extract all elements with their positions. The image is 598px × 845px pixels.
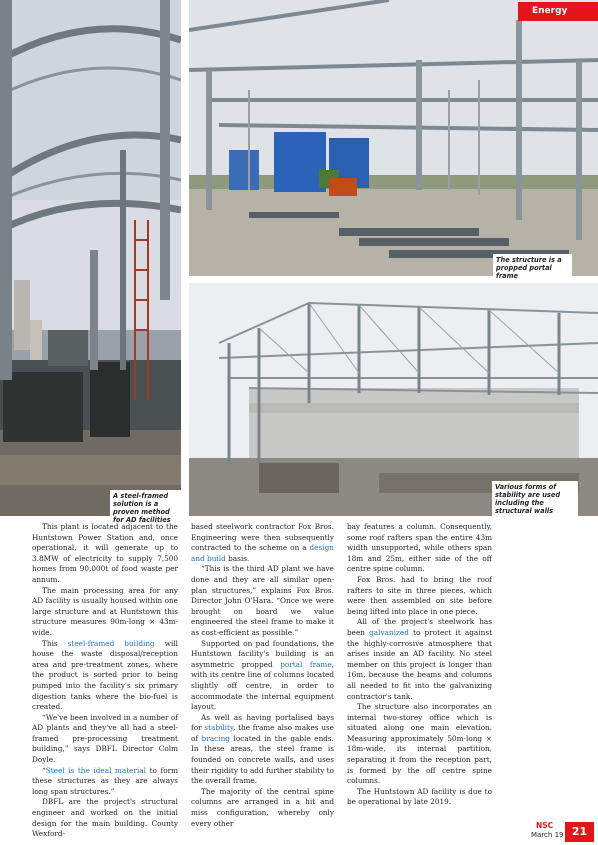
paragraph: “Steel is the ideal material to form these structures as they are always long span structures.” [32,765,178,796]
photo-steel-frame-rafters [0,0,181,516]
paragraph: This plant is located adjacent to the Huntstown Power Station and, once operational, it will generate up to 3.8MW of electricity to supply 7,500 homes from 90,000t of food waste per annum. [32,522,178,584]
paragraph: based steelwork contractor Fox Bros. Engineering were then subsequently contracted to the scheme on a design and build basis. [191,522,334,563]
design-and-build-link[interactable]: design and build [191,543,334,563]
bracing-link[interactable]: bracing [201,733,230,743]
paragraph: bay features a column. Consequently, some roof rafters span the entire 43m width unsupported, while others span 18m and 25m, either side of the off centre spine column. [347,522,492,574]
steel-ideal-material-link[interactable]: Steel is the ideal material [45,765,147,775]
paragraph: “We've been involved in a number of AD plants and they've all had a steel-framed pre-processing treatment building,” says DBFL Director Colm Doyle. [32,712,178,765]
caption-bottom: Various forms of stability are used including the structural walls [492,481,578,517]
paragraph: Fox Bros. had to bring the roof rafters to site in three pieces, which were then assembled on site before being lifted into place in one piece. [347,574,492,616]
text-column-2 [191,522,334,829]
caption-left: A steel-framed solution is a proven method for AD facilities [110,490,182,526]
photo-propped-portal-frame [189,0,598,276]
paragraph: Supported on pad foundations, the Huntstown facility's building is an asymmetric propped portal frame, with its centre line of columns located slightly off centre, in order to accommodate the internal equipment layout. [191,638,334,712]
stability-link[interactable]: stability [204,723,234,733]
paragraph: All of the project's steelwork has been galvanized to protect it against the highly-corrosive atmosphere that arises inside an AD facility. No steel member on this project is longer than 16m, because the beams and columns all needed to fit into the galvanizing contractor's tank. [347,617,492,701]
text-column-3 [347,522,492,808]
paragraph: As well as having portalised bays for stability, the frame also makes use of bracing located in the gable ends. In these areas, the steel frame is founded on concrete walls, and uses their rigidity to add further stability to the overall frame. [191,712,335,786]
galvanized-link[interactable]: galvanized [369,627,409,637]
paragraph: “This is the third AD plant we have done and they are all similar open-plan structures,” explains Fox Bros. Director John O'Hara. “Once we were brought on board we value engineered the steel frame to make it as cost-efficient as possible.” [191,564,334,637]
footer-magazine-name: NSC [536,821,554,830]
text-column-1 [32,522,178,840]
footer-issue-date: March 19 [531,831,564,839]
portal-frame-link[interactable]: portal frame [280,659,332,669]
paragraph: DBFL are the project's structural engineer and worked on the initial design for the main building. County Wexford- [32,797,178,839]
page-number: 21 [565,822,594,842]
paragraph: The majority of the central spine columns are arranged in a hit and miss configuration, whereby only every other [191,786,334,828]
caption-top: The structure is a propped portal frame [493,254,572,282]
paragraph: The structure also incorporates an internal two-storey office which is situated along one main elevation. Measuring approximately 50m-long × 18m-wide, its internal partition, separating it from the reception part, is formed by the off centre spine columns. [347,702,492,786]
paragraph: This steel-framed building will house the waste disposal/reception area and pre-treatment zones, where the product is sorted prior to being pumped into the facility's six primary digestion tanks where the bio-fuel is created. [32,638,178,712]
paragraph: The Huntstown AD facility is due to be operational by late 2019. [347,786,492,807]
paragraph: The main processing area for any AD facility is usually housed within one large structure and at Huntstown this structure measures 90m-long × 43m-wide. [32,585,178,637]
steel-framed-building-link[interactable]: steel-framed building [67,638,155,648]
section-tab: Energy [518,2,598,21]
